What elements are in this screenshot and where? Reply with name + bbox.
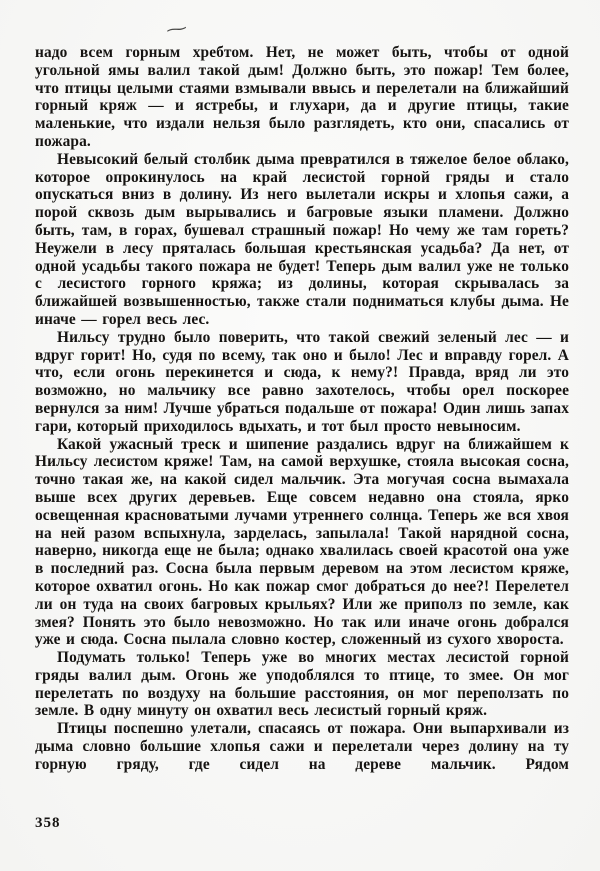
paragraph-3: Нильсу трудно было поверить, что такой свежий зеленый лес — и вдруг горит! Но, судя по всему, так оно и было! Лес и вправду горел. А что, если огонь перекинется и сюда, к нему?! Правда, вряд ли это возможно, но мальчику все равно захотелось, чтобы орел поскорее вернулся за ним! Лучше убраться подальше от пожара! Один лишь запах гари, который приходилось вдыхать, и тот был просто невыносим. <box>35 328 569 435</box>
paragraph-2: Невысокий белый столбик дыма превратился в тяжелое белое облако, которое опрокинулось на край лесистой горной гряды и стало опускаться вниз в долину. Из него вылетали искры и хлопья сажи, а порой сквозь дым вырывались и багровые языки пламени. Должно быть, там, в горах, бушевал страшный пожар! Но чему же там гореть? Неужели в лесу пряталась большая крестьянская усадьба? Да нет, от одной усадьбы такого пожара не будет! Теперь дым валил уже не только с лесистого горного кряжа; из долины, которая скрывалась за ближайшей возвышенностью, также стали подниматься клубы дыма. Не иначе — горел весь лес. <box>35 150 569 328</box>
paragraph-1: надо всем горным хребтом. Нет, не может быть, чтобы от одной угольной ямы валил такой дым! Должно быть, это пожар! Тем более, что птицы целыми стаями взмывали ввысь и перелетали на ближайший горный кряж — и ястребы, и глухари, да и другие птицы, такие маленькие, что издали нельзя было разглядеть, кто они, спасались от пожара. <box>35 44 569 150</box>
paragraph-6: Птицы поспешно улетали, спасаясь от пожара. Они выпархивали из дыма словно большие хлопья сажи и перелетали через долину на ту горную гряду, где сидел на дереве мальчик. Рядом <box>35 720 569 773</box>
ink-artifact: ⁓ <box>165 20 187 40</box>
page-number: 358 <box>35 815 61 831</box>
paragraph-4: Какой ужасный треск и шипение раздались вдруг на ближайшем к Нильсу лесистом кряже! Там, на самой верхушке, стояла высокая сосна, точно такая же, на какой сидел мальчик. Эта могучая сосна вымахала выше всех других деревьев. Еще совсем недавно она стояла, ярко освещенная красноватыми лучами утреннего солнца. Теперь же вся хвоя на ней разом вспыхнула, зарделась, запылала! Такой нарядной сосна, наверно, никогда еще не была; однако хвалилась своей красотой она уже в последний раз. Сосна была первым деревом на этом лесистом кряже, которое охватил огонь. Но как пожар смог добраться до нее?! Перелетел ли он туда на своих багровых крыльях? Или же приполз по земле, как змея? Понять это было невозможно. Но так или иначе огонь добрался уже и сюда. Сосна пылала словно костер, сложенный из сухого хвороста. <box>35 435 569 649</box>
paragraph-5: Подумать только! Теперь уже во многих местах лесистой горной гряды валил дым. Огонь же уподоблялся то птице, то змее. Он мог перелетать по воздуху на большие расстояния, он мог переползать по земле. В одну минуту он охватил весь лесистый горный кряж. <box>35 649 569 720</box>
page-text <box>35 44 569 774</box>
